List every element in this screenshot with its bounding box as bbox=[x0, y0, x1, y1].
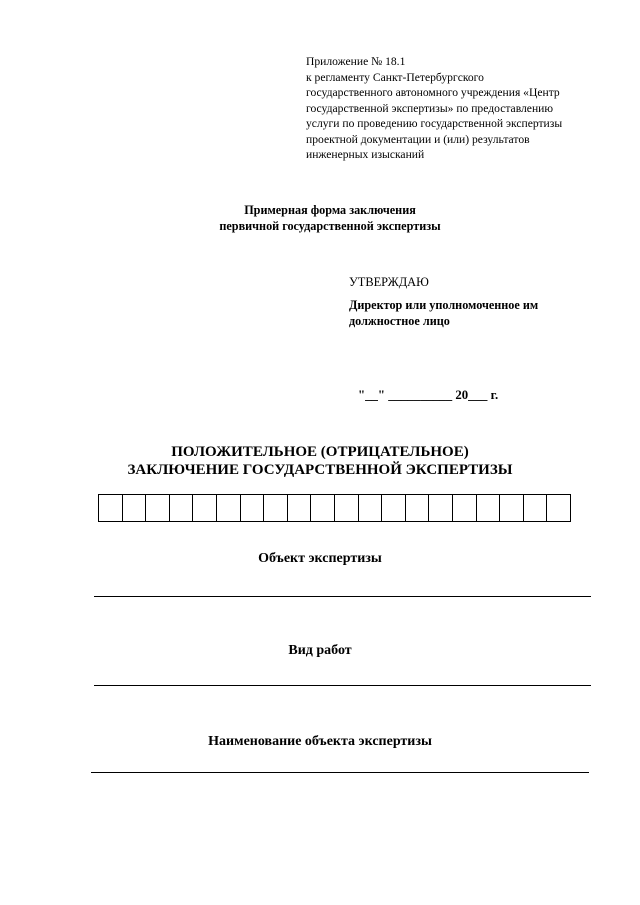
number-cell bbox=[217, 495, 241, 521]
object-name-underline bbox=[91, 772, 589, 773]
approval-date: "__" __________ 20___ г. bbox=[358, 388, 499, 402]
appendix-line: государственной экспертизы» по предоставлению bbox=[306, 101, 554, 115]
appendix-line: услуги по проведению государственной экспертизы bbox=[306, 117, 563, 130]
number-cell bbox=[406, 495, 430, 521]
object-underline bbox=[94, 596, 591, 597]
number-cell bbox=[524, 495, 548, 521]
appendix-line: Приложение № 18.1 bbox=[306, 55, 406, 68]
appendix-line: государственного автономного учреждения «Центр bbox=[306, 86, 560, 99]
number-cell bbox=[241, 495, 265, 521]
number-cell bbox=[453, 495, 477, 521]
appendix-line: проектной документации и (или) результатов bbox=[306, 132, 530, 146]
appendix-line: к регламенту Санкт-Петербургского bbox=[306, 70, 484, 84]
number-cell bbox=[99, 495, 123, 521]
number-cell bbox=[193, 495, 217, 521]
work-type-label: Вид работ bbox=[288, 643, 352, 658]
number-cell bbox=[547, 495, 571, 521]
conclusion-number-grid bbox=[98, 494, 571, 522]
work-type-underline bbox=[94, 685, 591, 686]
number-cell bbox=[264, 495, 288, 521]
form-title bbox=[200, 203, 460, 234]
number-cell bbox=[146, 495, 170, 521]
number-cell bbox=[311, 495, 335, 521]
number-cell bbox=[477, 495, 501, 521]
form-title-line: Примерная форма заключения bbox=[244, 203, 416, 217]
number-cell bbox=[170, 495, 194, 521]
number-cell bbox=[335, 495, 359, 521]
approver-title bbox=[349, 297, 538, 329]
number-cell bbox=[382, 495, 406, 521]
form-title-line: первичной государственной экспертизы bbox=[219, 218, 441, 233]
number-cell bbox=[123, 495, 147, 521]
number-cell bbox=[500, 495, 524, 521]
number-cell bbox=[429, 495, 453, 521]
appendix-line: инженерных изысканий bbox=[306, 148, 425, 161]
conclusion-title-line: ПОЛОЖИТЕЛЬНОЕ (ОТРИЦАТЕЛЬНОЕ) bbox=[171, 444, 469, 460]
number-cell bbox=[288, 495, 312, 521]
appendix-block bbox=[306, 54, 606, 163]
object-label: Объект экспертизы bbox=[258, 551, 382, 566]
approver-line: Директор или уполномоченное им bbox=[349, 298, 539, 312]
number-cell bbox=[359, 495, 383, 521]
approval-heading: УТВЕРЖДАЮ bbox=[349, 275, 429, 289]
conclusion-title bbox=[80, 443, 560, 479]
approver-line: должностное лицо bbox=[349, 314, 450, 328]
object-name-label: Наименование объекта экспертизы bbox=[208, 734, 432, 749]
conclusion-title-line: ЗАКЛЮЧЕНИЕ ГОСУДАРСТВЕННОЙ ЭКСПЕРТИЗЫ bbox=[127, 462, 513, 478]
